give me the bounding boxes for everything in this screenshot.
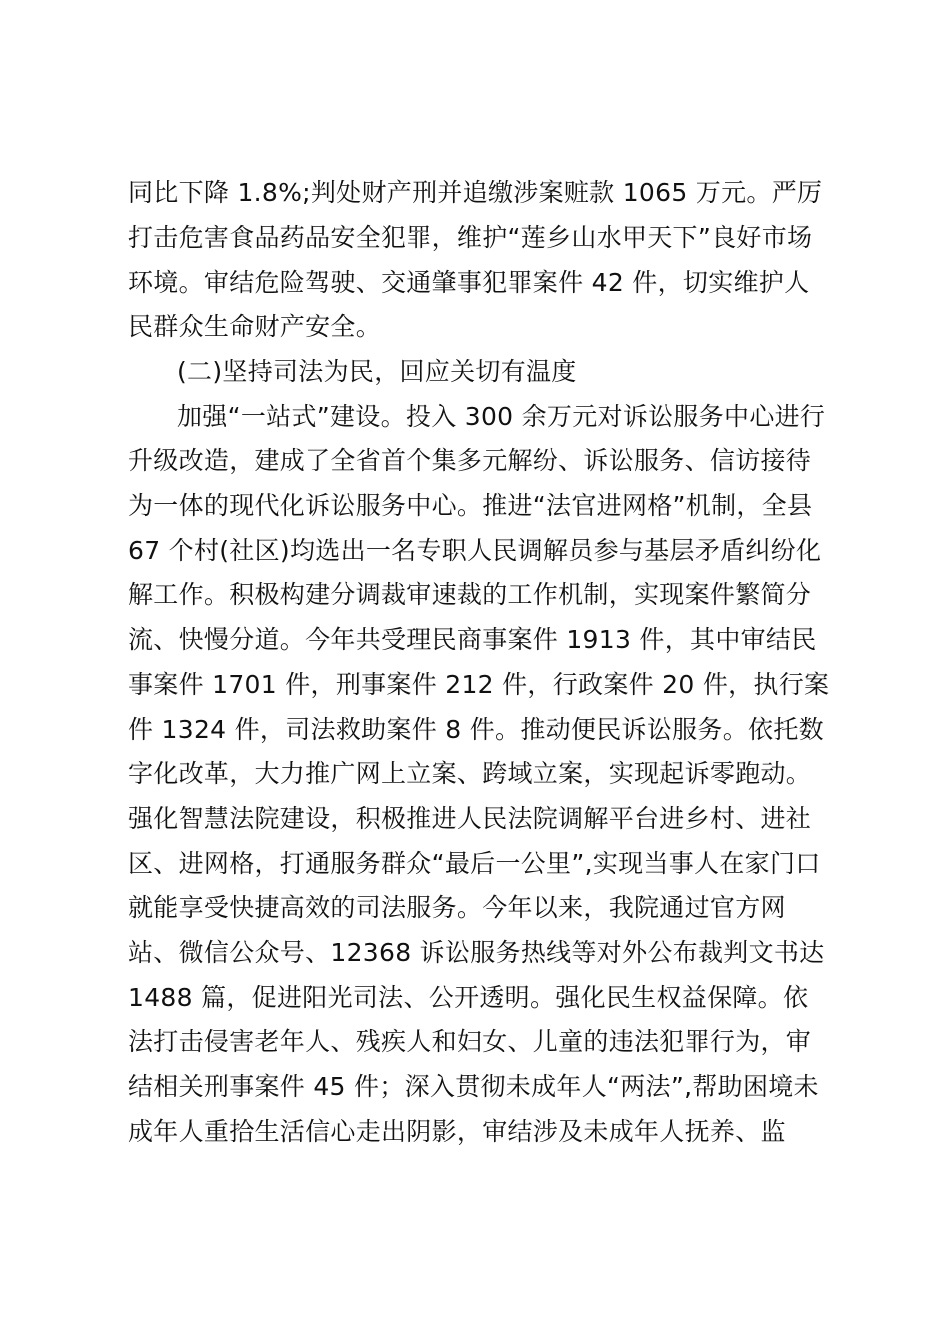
body-text-line: 站、微信公众号、12368 诉讼服务热线等对外公布裁判文书达 [128, 938, 825, 967]
body-text-line: 同比下降 1.8%;判处财产刑并追缴涉案赃款 1065 万元。严厉 [128, 178, 823, 207]
body-text-line: 结相关刑事案件 45 件；深入贯彻未成年人“两法”,帮助困境未 [128, 1072, 819, 1101]
body-text-line: 为一体的现代化诉讼服务中心。推进“法官进网格”机制，全县 [128, 491, 813, 520]
body-text-line: 就能享受快捷高效的司法服务。今年以来，我院通过官方网 [128, 893, 786, 922]
body-text-line: 打击危害食品药品安全犯罪，维护“莲乡山水甲天下”良好市场 [128, 223, 813, 252]
body-text-line: 法打击侵害老年人、残疾人和妇女、儿童的违法犯罪行为，审 [128, 1027, 812, 1056]
body-text-line: 成年人重拾生活信心走出阴影，审结涉及未成年人抚养、监 [128, 1117, 786, 1146]
body-text-line: 67 个村(社区)均选出一名专职人民调解员参与基层矛盾纠纷化 [128, 536, 822, 565]
section-heading: (二)坚持司法为民，回应关切有温度 [177, 357, 577, 386]
body-text-line: 字化改革，大力推广网上立案、跨域立案，实现起诉零跑动。 [128, 759, 812, 788]
body-text-line: 环境。审结危险驾驶、交通肇事犯罪案件 42 件，切实维护人 [128, 268, 810, 297]
body-text-line: 事案件 1701 件，刑事案件 212 件，行政案件 20 件，执行案 [128, 670, 830, 699]
body-text-line: 解工作。积极构建分调裁审速裁的工作机制，实现案件繁简分 [128, 580, 812, 609]
body-text-line: 1488 篇，促进阳光司法、公开透明。强化民生权益保障。依 [128, 983, 809, 1012]
body-text-line: 件 1324 件，司法救助案件 8 件。推动便民诉讼服务。依托数 [128, 715, 824, 744]
body-text-line: 民群众生命财产安全。 [128, 312, 382, 341]
body-text-line: 升级改造，建成了全省首个集多元解纷、诉讼服务、信访接待 [128, 446, 812, 475]
body-text-line: 流、快慢分道。今年共受理民商事案件 1913 件，其中审结民 [128, 625, 817, 654]
body-text-line: 区、进网格，打通服务群众“最后一公里”,实现当事人在家门口 [128, 849, 821, 878]
body-text-line: 强化智慧法院建设，积极推进人民法院调解平台进乡村、进社 [128, 804, 812, 833]
body-text-line: 加强“一站式”建设。投入 300 余万元对诉讼服务中心进行 [177, 402, 826, 431]
